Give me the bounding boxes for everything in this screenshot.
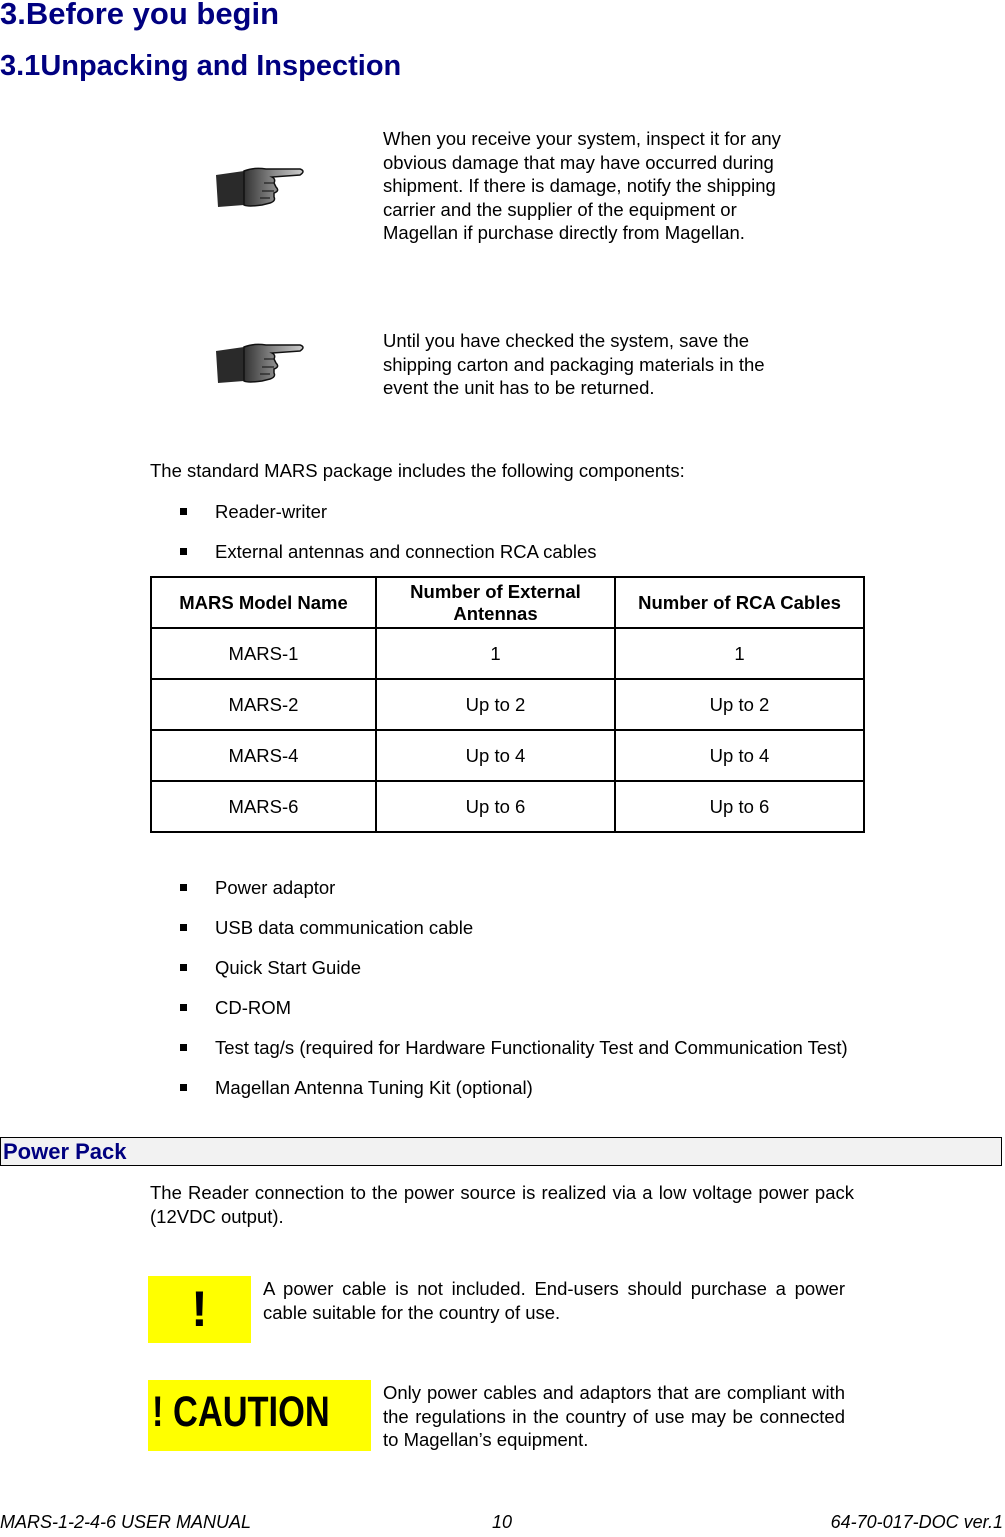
pointing-hand-icon	[214, 161, 306, 211]
component-list-second	[178, 876, 854, 1100]
footer-page-number: 10	[492, 1512, 513, 1532]
chapter-heading: 3.Before you begin	[0, 0, 280, 31]
table-cell: Up to 4	[376, 730, 615, 781]
power-cable-notice: A power cable is not included. End-users should purchase a power cable suitable for the country of use.	[263, 1278, 845, 1323]
pointing-hand-icon	[214, 337, 306, 387]
list-item: Test tag/s (required for Hardware Functionality Test and Communication Test)	[178, 1036, 854, 1060]
table-cell: Up to 4	[615, 730, 864, 781]
bullet-square-icon	[180, 508, 187, 515]
table-cell: 1	[376, 628, 615, 679]
footer-doc-number: 64-70-017-DOC ver.1	[830, 1512, 1003, 1532]
exclamation-icon: !	[148, 1276, 251, 1343]
table-row	[151, 679, 864, 730]
bullet-square-icon	[180, 924, 187, 931]
list-item: Magellan Antenna Tuning Kit (optional)	[178, 1076, 854, 1100]
bullet-square-icon	[180, 884, 187, 891]
table-row	[151, 628, 864, 679]
table-cell: Up to 2	[376, 679, 615, 730]
bullet-square-icon	[180, 1084, 187, 1091]
list-item: External antennas and connection RCA cables	[178, 540, 854, 564]
caution-text: Only power cables and adaptors that are compliant with the regulations in the country of use may be connected to Magellan’s equipment.	[383, 1382, 845, 1450]
component-list-first	[178, 500, 854, 564]
table-cell: MARS-1	[151, 628, 376, 679]
packaging-note: Until you have checked the system, save the shipping carton and packaging materials in the event the unit has to be returned.	[383, 330, 765, 398]
column-header: Number of RCA Cables	[615, 577, 864, 628]
table-cell: 1	[615, 628, 864, 679]
table-cell: Up to 2	[615, 679, 864, 730]
table-cell: Up to 6	[615, 781, 864, 832]
column-header: Number of External Antennas	[376, 577, 615, 628]
list-item: USB data communication cable	[178, 916, 854, 940]
table-cell: MARS-2	[151, 679, 376, 730]
mars-models-table	[150, 576, 865, 833]
bullet-square-icon	[180, 548, 187, 555]
bullet-square-icon	[180, 964, 187, 971]
inspection-note: When you receive your system, inspect it for any obvious damage that may have occurred during shipment. If there is damage, notify the shipping carrier and the supplier of the equipment or Magellan if purchase directly from Magellan.	[383, 128, 781, 243]
list-item: Power adaptor	[178, 876, 854, 900]
list-item: CD-ROM	[178, 996, 854, 1020]
section-title: Power Pack	[3, 1139, 127, 1164]
caution-icon: ! CAUTION	[148, 1380, 371, 1451]
list-item: Reader-writer	[178, 500, 854, 524]
table-cell: MARS-4	[151, 730, 376, 781]
footer-manual-title: MARS-1-2-4-6 USER MANUAL	[0, 1512, 252, 1532]
power-pack-section-bar	[0, 1137, 1002, 1166]
table-cell: MARS-6	[151, 781, 376, 832]
list-item: Quick Start Guide	[178, 956, 854, 980]
bullet-square-icon	[180, 1044, 187, 1051]
table-row	[151, 730, 864, 781]
column-header: MARS Model Name	[151, 577, 376, 628]
package-intro: The standard MARS package includes the following components:	[150, 460, 685, 481]
table-cell: Up to 6	[376, 781, 615, 832]
bullet-square-icon	[180, 1004, 187, 1011]
power-pack-paragraph: The Reader connection to the power source is realized via a low voltage power pack (12VDC output).	[150, 1182, 854, 1227]
section-heading: 3.1Unpacking and Inspection	[0, 50, 402, 82]
table-row	[151, 781, 864, 832]
table-header-row	[151, 577, 864, 628]
